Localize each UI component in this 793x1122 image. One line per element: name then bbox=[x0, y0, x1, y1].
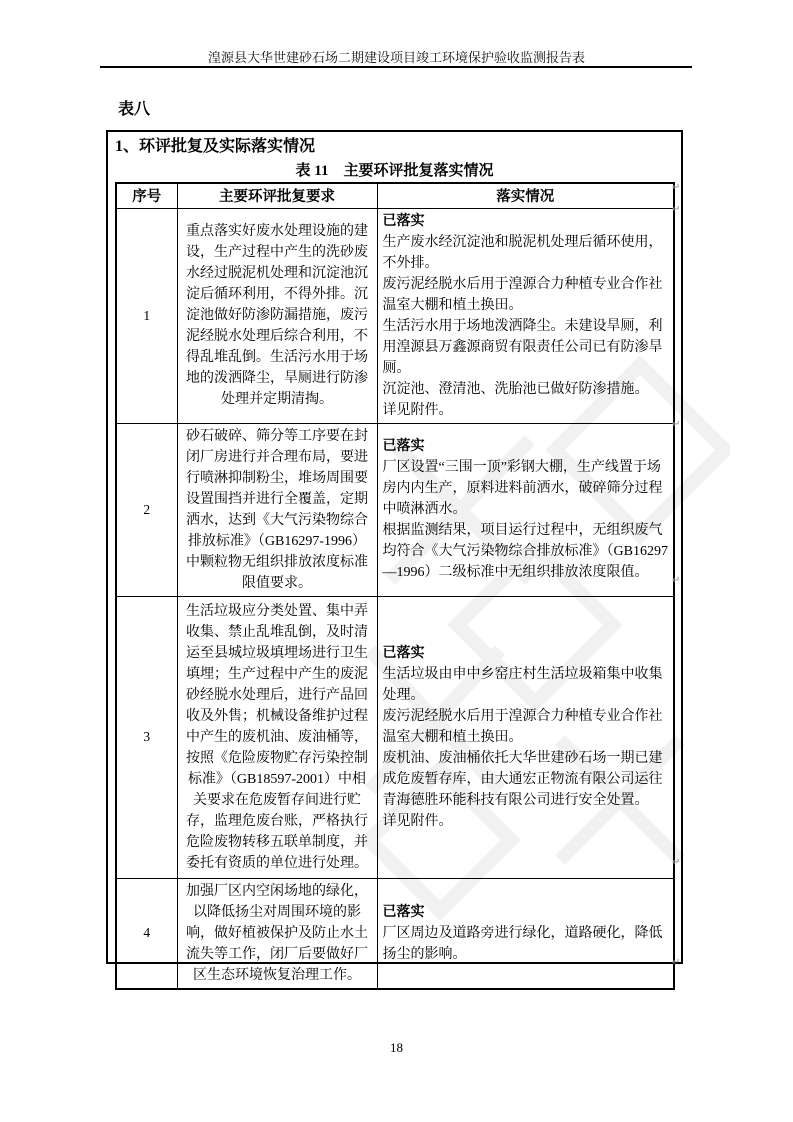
table-caption: 表 11 主要环评批复落实情况 bbox=[295, 163, 494, 179]
header-rule bbox=[100, 66, 692, 68]
row-number: 2 bbox=[116, 423, 177, 596]
sheet-label: 表八 bbox=[118, 101, 151, 118]
status-label: 已落实 bbox=[382, 904, 425, 920]
paragraph-mark-icon: ↵ bbox=[672, 182, 681, 193]
section-box bbox=[106, 130, 683, 983]
table-row bbox=[116, 878, 674, 989]
paragraph-mark-icon: ↵ bbox=[672, 575, 681, 586]
status-detail: 详见附件。 bbox=[382, 402, 453, 418]
row-number: 3 bbox=[116, 596, 177, 878]
column-header-requirement: 主要环评批复要求 bbox=[177, 183, 377, 208]
table-row bbox=[116, 596, 674, 878]
requirement-cell: 重点落实好废水处理设施的建设，生产过程中产生的洗砂废水经过脱泥机处理和沉淀池沉淀后循环利用，不得外排。沉淀池做好防渗防漏措施，废污泥经脱水处理后综合利用，不得乱堆乱倒。生活污水用于场地的泼洒降尘，旱厕进行防渗处理并定期清掏。 bbox=[177, 208, 377, 423]
status-label: 已落实 bbox=[382, 645, 425, 661]
status-detail: 沉淀池、澄清池、洗胎池已做好防渗措施。 bbox=[382, 381, 649, 397]
status-label: 已落实 bbox=[382, 213, 425, 229]
requirement-cell: 生活垃圾应分类处置、集中弄收集、禁止乱堆乱倒，及时清运至县城垃圾填埋场进行卫生填埋；生产过程中产生的废泥砂经脱水处理后，进行产品回收及外售；机械设备维护过程中产生的废机油、废油桶等，按照《危险废物贮存污染控制标准》（GB18597-2001）中相关要求在危废暂存间进行贮存，监理危废台账，严格执行危险废物转移五联单制度，并委托有资质的单位进行处理。 bbox=[177, 596, 377, 878]
status-detail: 废污泥经脱水后用于湟源合力种植专业合作社温室大棚和植土换田。 bbox=[382, 276, 663, 313]
approval-table bbox=[115, 182, 675, 990]
section-title: 1、环评批复及实际落实情况 bbox=[115, 138, 316, 155]
status-detail: 厂区周边及道路旁进行绿化，道路硬化，降低扬尘的影响。 bbox=[382, 925, 663, 962]
status-detail: 详见附件。 bbox=[382, 813, 453, 829]
status-detail: 生活污水用于场地泼洒降尘。未建设旱厕，利用湟源县万鑫源商贸有限责任公司已有防渗旱厕。 bbox=[382, 318, 663, 376]
table-header-row bbox=[116, 183, 674, 208]
table-row bbox=[116, 423, 674, 596]
status-cell bbox=[377, 878, 674, 989]
status-label: 已落实 bbox=[382, 439, 425, 454]
table-row bbox=[116, 208, 674, 423]
status-detail: 生产废水经沉淀池和脱泥机处理后循环使用，不外排。 bbox=[382, 234, 663, 271]
paragraph-mark-icon: ↵ bbox=[672, 419, 681, 430]
status-detail: 根据监测结果，项目运行过程中，无组织废气均符合《大气污染物综合排放标准》（GB16297—1996）二级标准中无组织排放浓度限值。 bbox=[382, 523, 668, 580]
column-header-status: 落实情况 bbox=[377, 183, 674, 208]
row-number: 1 bbox=[116, 208, 177, 423]
requirement-cell: 加强厂区内空闲场地的绿化，以降低扬尘对周围环境的影响，做好植被保护及防止水土流失等工作，闭厂后要做好厂区生态环境恢复治理工作。 bbox=[177, 878, 377, 989]
paragraph-mark-icon: ↵ bbox=[672, 204, 681, 215]
status-cell bbox=[377, 423, 674, 596]
paragraph-mark-icon: ↵ bbox=[672, 857, 681, 868]
requirement-cell: 砂石破碎、筛分等工序要在封闭厂房进行并合理布局，要进行喷淋抑制粉尘，堆场周围要设置围挡并进行全覆盖，定期洒水，达到《大气污染物综合排放标准》（GB16297-1996）中颗粒物无组织排放浓度标准限值要求。 bbox=[177, 423, 377, 596]
status-detail: 废污泥经脱水后用于湟源合力种植专业合作社温室大棚和植土换田。 bbox=[382, 708, 663, 745]
running-head-title: 湟源县大华世建砂石场二期建设项目竣工环境保护验收监测报告表 bbox=[207, 50, 585, 65]
paragraph-mark-icon: ↵ bbox=[672, 957, 681, 968]
page-number: 18 bbox=[390, 1040, 403, 1055]
status-cell bbox=[377, 208, 674, 423]
status-detail: 厂区设置“三围一顶”彩钢大棚，生产线置于场房内内生产，原料进料前洒水，破碎筛分过程中喷淋洒水。 bbox=[382, 460, 663, 517]
row-number: 4 bbox=[116, 878, 177, 989]
status-detail: 生活垃圾由申中乡窑庄村生活垃圾箱集中收集处理。 bbox=[382, 666, 663, 703]
status-detail: 废机油、废油桶依托大华世建砂石场一期已建成危废暂存库，由大通宏正物流有限公司运往青海德胜环能科技有限公司进行安全处置。 bbox=[382, 750, 663, 808]
status-cell bbox=[377, 596, 674, 878]
column-header-no: 序号 bbox=[116, 183, 177, 208]
